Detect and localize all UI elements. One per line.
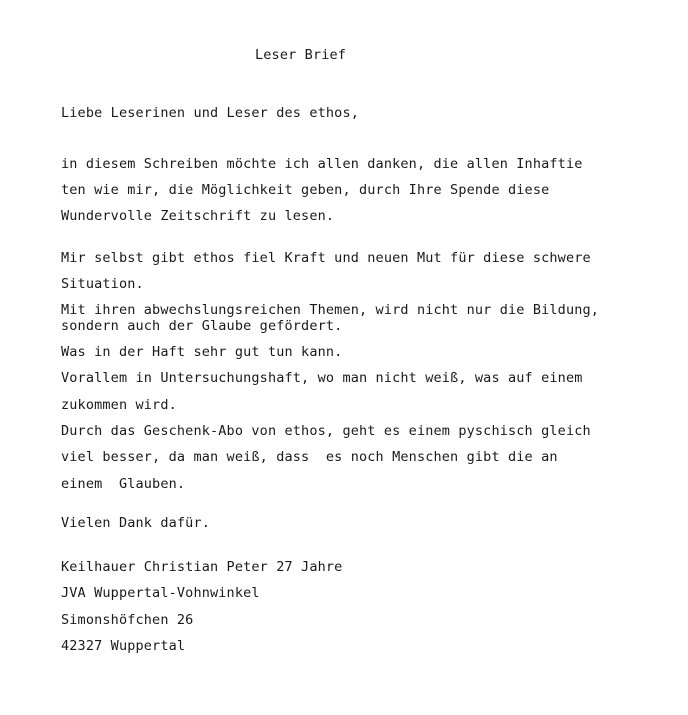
paragraph-line: Was in der Haft sehr gut tun kann. [61, 344, 343, 360]
paragraph-line: viel besser, da man weiß, dass es noch Menschen gibt die an [61, 449, 558, 465]
paragraph-line: Vorallem in Untersuchungshaft, wo man nicht weiß, was auf einem [61, 370, 583, 386]
paragraph-line: Situation. [61, 276, 144, 292]
paragraph-line: ten wie mir, die Möglichkeit geben, durch Ihre Spende diese [61, 182, 550, 198]
paragraph-line: in diesem Schreiben möchte ich allen danken, die allen Inhaftie [61, 156, 583, 172]
paragraph-line: Mit ihren abwechslungsreichen Themen, wird nicht nur die Bildung, [61, 302, 600, 318]
paragraph-line: zukommen wird. [61, 397, 177, 413]
paragraph-line: Wundervolle Zeitschrift zu lesen. [61, 208, 335, 224]
paragraph-line: sondern auch der Glaube gefördert. [61, 318, 343, 334]
signature-city: 42327 Wuppertal [61, 638, 186, 654]
paragraph-line: einem Glauben. [61, 476, 186, 492]
paragraph-line: Mir selbst gibt ethos fiel Kraft und neuen Mut für diese schwere [61, 250, 591, 266]
signature-name: Keilhauer Christian Peter 27 Jahre [61, 559, 343, 575]
closing-line: Vielen Dank dafür. [61, 515, 210, 531]
signature-street: Simonshöfchen 26 [61, 612, 194, 628]
salutation: Liebe Leserinen und Leser des ethos, [61, 105, 359, 121]
paragraph-line: Durch das Geschenk-Abo von ethos, geht es einem pyschisch gleich [61, 423, 591, 439]
signature-institution: JVA Wuppertal-Vohnwinkel [61, 585, 260, 601]
letter-title: Leser Brief [255, 47, 347, 63]
